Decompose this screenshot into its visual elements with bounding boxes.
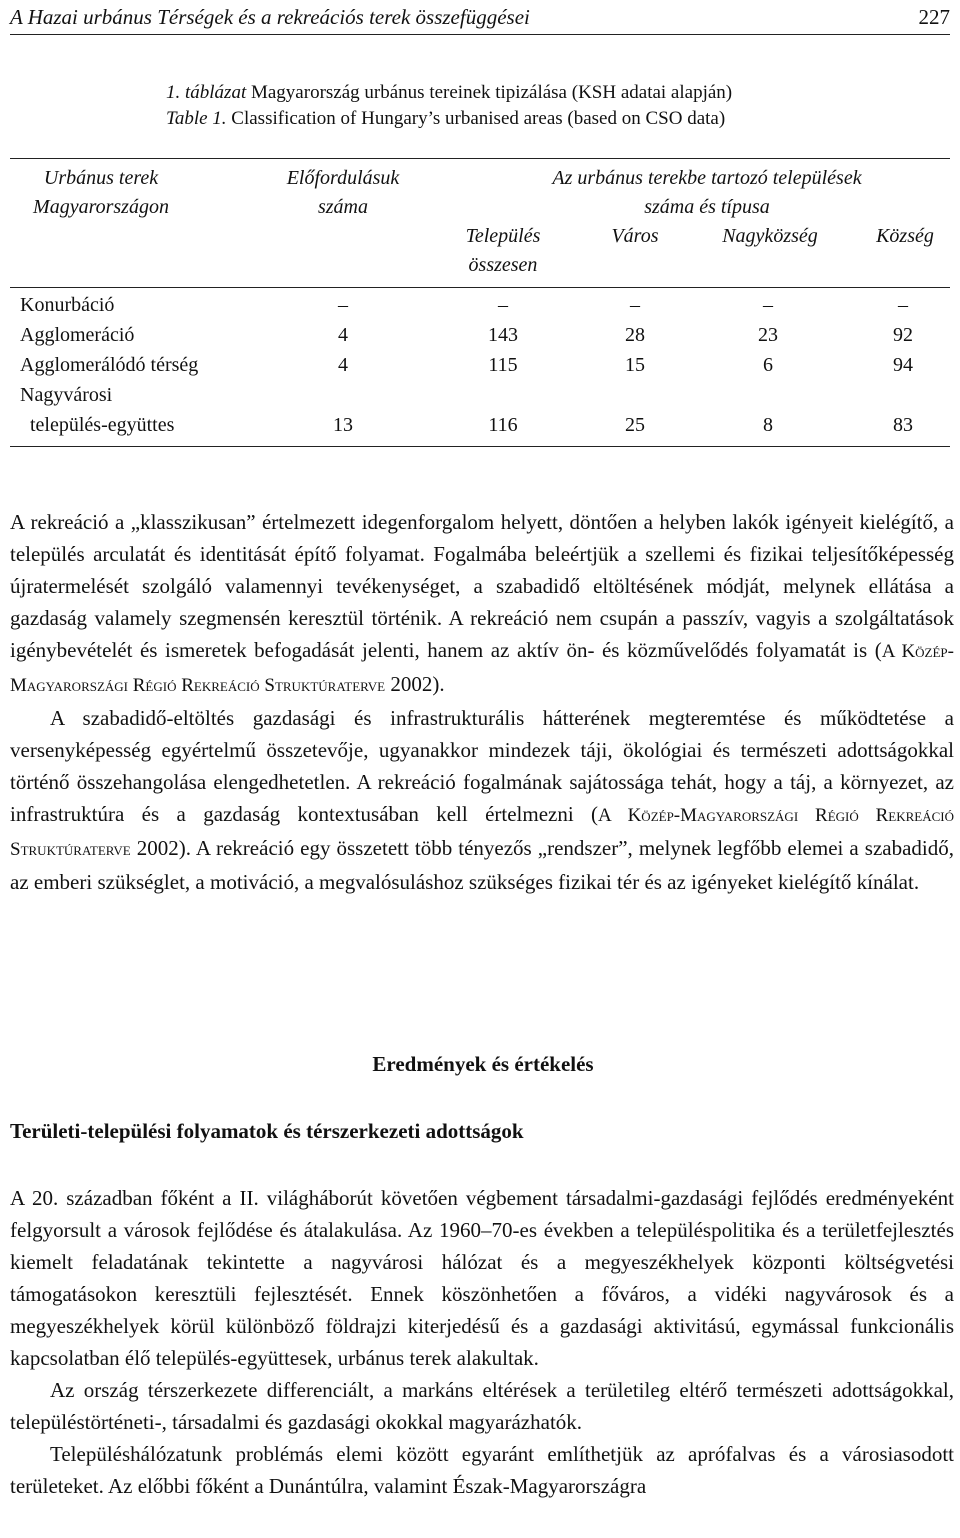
paragraph-1-year: 2002).	[385, 672, 445, 696]
col-head-group	[497, 164, 917, 222]
table-caption	[166, 80, 732, 132]
col-head-group-line2: száma és típusa	[644, 196, 770, 218]
row-agglomeracio-large: 23	[758, 324, 778, 346]
sub-head-large-village: Nagyközség	[722, 225, 818, 247]
table-header-rule	[10, 287, 950, 288]
paragraph-1	[10, 506, 954, 702]
section-heading: Eredmények és értékelés	[372, 1052, 594, 1076]
row-nagyvarosi-name-cont: település-együttes	[30, 414, 175, 436]
row-nagyvarosi-count: 13	[333, 414, 353, 436]
col-head-urban-line2: Magyarországon	[33, 196, 169, 218]
caption-en-text: Classification of Hungary’s urbanised areas (based on CSO data)	[226, 108, 726, 129]
paragraph-1-text: A rekreáció a „klasszikusan” értelmezett idegenforgalom helyett, döntően a helyben lakók igényeit kielégítő, a település arculatát és identitását építő folyamat. Fogalmába beleértjük a szellemi és fizikai teljesítőképesség újratermelését szolgáló valamennyi tevékenységet, a szabadidő eltöltésének módját, melynek ellátása a gazdaság valamely szegmensén keresztül történik. A rekreáció nem csupán a passzív, vagyis a szolgáltatások igénybevételét és ismeretek befogadását jelenti, hanem az aktív ön- és közművelődés folyamatát is (	[10, 510, 954, 662]
row-nagyvarosi-city: 25	[625, 414, 645, 436]
page-number: 227	[918, 4, 950, 29]
running-header	[10, 0, 950, 35]
col-head-count-line2: száma	[317, 196, 368, 218]
paragraph-3: A 20. században főként a II. világháborút követően végbement társadalmi-gazdasági fejlődés eredményeként felgyorsult a városok fejlődése és átalakulása. Az 1960–70-es években a településpolitika és a területfejlesztés kiemelt feladatának tekintette a nagyvárosi hálózat és a megyeszékhelyek központi költségvetési támogatásokon keresztüli fejlesztését. Ennek köszönhetően a főváros, a vidéki nagyvárosok és a megyeszékhelyek körül különböző földrajzi kiterjedésű és a gazdasági aktivitású, egymással funkcionális kapcsolatban élő település-együttesek, urbánus terek alakultak.	[10, 1186, 954, 1370]
paragraph-2-rest: 2002). A rekreáció egy összetett több tényezős „rendszer”, melynek legfőbb elemei a szabadidő, az emberi szükséglet, a motiváció, a megvalósuláshoz szükséges fizikai tér és az igényeket kielégítő kínálat.	[10, 836, 954, 894]
col-head-urban-line1: Urbánus terek	[43, 167, 159, 189]
sub-head-total-line1: Település	[465, 225, 541, 247]
paragraph-2-citation: A Közép-Magyarországi Régió Rekreáció Struktúraterve	[10, 805, 954, 860]
paragraph-4: Az ország térszerkezete differenciált, a markáns eltérések a területileg eltérő természeti adottságokkal, településtörténeti-, társadalmi és gazdasági okokkal magyarázhatók.	[10, 1378, 954, 1434]
caption-en-label: Table 1.	[166, 108, 227, 129]
col-head-urban	[20, 164, 182, 222]
row-nagyvarosi-large: 8	[763, 414, 773, 436]
col-head-count-line1: Előfordulásuk	[286, 167, 400, 189]
paragraph-2	[10, 702, 954, 898]
table-bottom-rule	[10, 446, 950, 447]
row-agglomeracio-name: Agglomeráció	[20, 324, 135, 346]
row-agglomeralodo-large: 6	[763, 354, 773, 376]
body-block-1	[10, 506, 954, 898]
row-agglomeralodo-village: 94	[893, 354, 913, 376]
row-nagyvarosi-name: Nagyvárosi	[20, 384, 113, 406]
row-agglomeralodo-city: 15	[625, 354, 645, 376]
row-nagyvarosi-village: 83	[893, 414, 913, 436]
caption-hu-text: Magyarország urbánus tereinek tipizálása (KSH adatai alapján)	[246, 82, 733, 103]
body-block-2	[10, 1182, 954, 1502]
row-agglomeralodo-count: 4	[338, 354, 348, 376]
row-nagyvarosi-total: 116	[488, 414, 518, 436]
subsection-heading: Területi-települési folyamatok és térszerkezeti adottságok	[10, 1119, 524, 1143]
col-head-group-line1: Az urbánus terekbe tartozó települések	[552, 167, 862, 189]
row-agglomeralodo-total: 115	[488, 354, 518, 376]
running-title: A Hazai urbánus Térségek és a rekreációs terek összefüggései	[10, 4, 530, 29]
row-konurbacio-large: –	[763, 294, 773, 316]
row-agglomeracio-total: 143	[488, 324, 518, 346]
row-agglomeralodo-name: Agglomerálódó térség	[20, 354, 199, 376]
row-konurbacio-count: –	[338, 294, 348, 316]
caption-en	[166, 106, 732, 132]
row-agglomeracio-city: 28	[625, 324, 645, 346]
row-konurbacio-total: –	[498, 294, 508, 316]
table-top-rule	[10, 158, 950, 159]
caption-hu-label: 1. táblázat	[166, 82, 247, 103]
row-konurbacio-name: Konurbáció	[20, 294, 115, 316]
row-agglomeracio-village: 92	[893, 324, 913, 346]
sub-head-village: Község	[876, 225, 934, 247]
sub-head-city: Város	[611, 225, 659, 247]
paragraph-1-citation: A Közép-Magyarországi Régió Rekreáció Struktúraterve	[10, 641, 954, 696]
col-head-count	[262, 164, 424, 222]
row-konurbacio-village: –	[898, 294, 908, 316]
paragraph-5: Településhálózatunk problémás elemi között egyaránt említhetjük az aprófalvas és a városiasodott területeket. Az előbbi főként a Dunántúlra, valamint Észak-Magyarországra	[10, 1442, 954, 1498]
paragraph-2-text: A szabadidő-eltöltés gazdasági és infrastrukturális hátterének megteremtése és működtetése a versenyképesség egyértelmű összetevője, ugyanakkor mindezek táji, ökológiai és természeti adottságokkal történő összehangolása elengedhetetlen. A rekreáció fogalmának sajátossága tehát, hogy a táj, a környezet, az infrastruktúra és a gazdaság kontextusában kell értelmezni (	[10, 706, 954, 826]
caption-hu	[166, 80, 732, 106]
sub-head-total-line2: összesen	[468, 254, 538, 276]
row-agglomeracio-count: 4	[338, 324, 348, 346]
row-konurbacio-city: –	[630, 294, 640, 316]
sub-head-total	[438, 222, 568, 280]
